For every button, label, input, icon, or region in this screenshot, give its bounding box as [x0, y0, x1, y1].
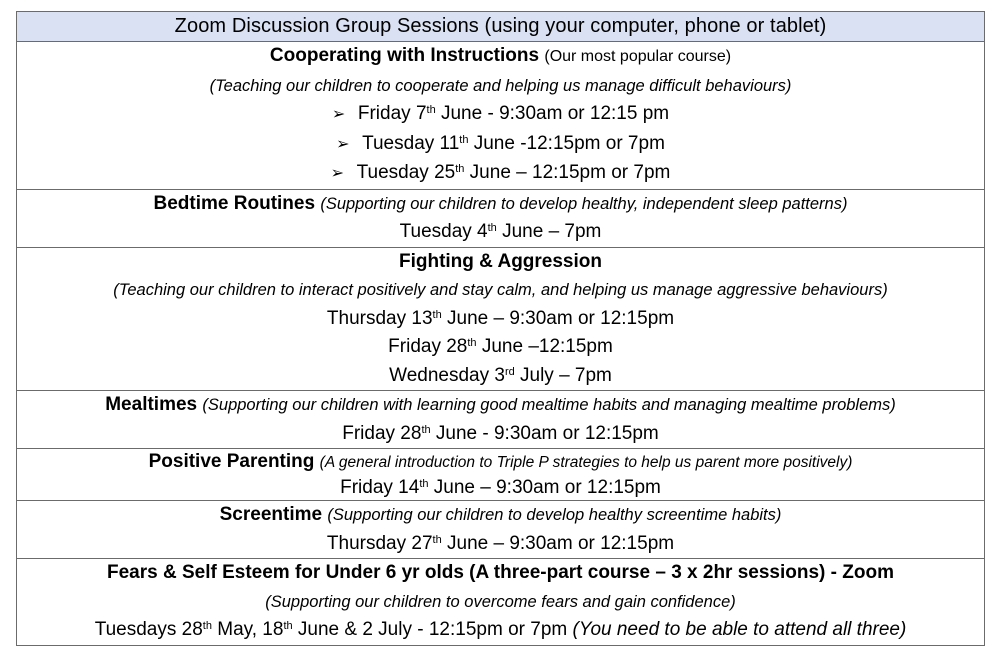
section-description: (Teaching our children to cooperate and helping us manage difficult behaviours) [209, 76, 792, 95]
arrow-bullet-icon: ➢ [330, 165, 345, 182]
section-bedtime [17, 189, 985, 247]
session-date: Friday 14th June – 9:30am or 12:15pm [340, 477, 661, 498]
section-description: (Supporting our children with learning good mealtime habits and managing mealtime problems) [202, 396, 896, 414]
arrow-bullet-icon: ➢ [331, 106, 346, 123]
session-date: Wednesday 3rd July – 7pm [389, 364, 612, 386]
section-title-note: (Our most popular course) [544, 48, 732, 65]
section-screentime [17, 501, 985, 559]
section-fears-self-esteem [17, 559, 985, 646]
session-date: ➢ Friday 7th June - 9:30am or 12:15 pm [17, 100, 984, 130]
session-date: Tuesday 4th June – 7pm [399, 221, 602, 242]
section-positive-parenting [17, 449, 985, 501]
session-date: Friday 28th June –12:15pm [388, 336, 613, 357]
section-title: Positive Parenting [148, 451, 315, 472]
session-date: ➢ Tuesday 11th June -12:15pm or 7pm [17, 130, 984, 160]
session-date: Thursday 27th June – 9:30am or 12:15pm [326, 532, 675, 554]
section-title: Screentime [219, 504, 323, 525]
attendance-note: (You need to be able to attend all three) [572, 619, 907, 640]
section-mealtimes [17, 391, 985, 449]
sessions-table [16, 11, 985, 646]
section-title: Cooperating with Instructions [269, 45, 540, 66]
section-fighting [17, 247, 985, 391]
section-description: (Supporting our children to develop healthy, independent sleep patterns) [320, 194, 848, 213]
section-description: (Supporting our children to develop healthy screentime habits) [327, 506, 782, 524]
section-title: Bedtime Routines [153, 192, 316, 214]
section-cooperating [17, 42, 985, 190]
section-description: (A general introduction to Triple P strategies to help us parent more positively) [319, 454, 853, 471]
section-title: Fighting & Aggression [398, 250, 602, 272]
section-title: Mealtimes [105, 394, 198, 415]
session-date: Thursday 13th June – 9:30am or 12:15pm [326, 307, 675, 329]
session-date: Tuesdays 28th May, 18th June & 2 July - 12:15pm or 7pm (You need to be able to attend all three) [94, 619, 907, 640]
table-header [17, 12, 985, 42]
arrow-bullet-icon: ➢ [336, 135, 350, 153]
table-header-row [17, 12, 985, 42]
session-date: Friday 28th June - 9:30am or 12:15pm [342, 422, 659, 444]
section-description: (Supporting our children to overcome fears and gain confidence) [265, 592, 736, 611]
section-description: (Teaching our children to interact positively and stay calm, and helping us manage aggressive behaviours) [113, 281, 888, 299]
section-title: Fears & Self Esteem for Under 6 yr olds (A three-part course – 3 x 2hr sessions) - Zoom [107, 562, 894, 583]
header-text: Zoom Discussion Group Sessions (using your computer, phone or tablet) [174, 15, 827, 37]
session-date: ➢ Tuesday 25th June – 12:15pm or 7pm [17, 159, 984, 189]
